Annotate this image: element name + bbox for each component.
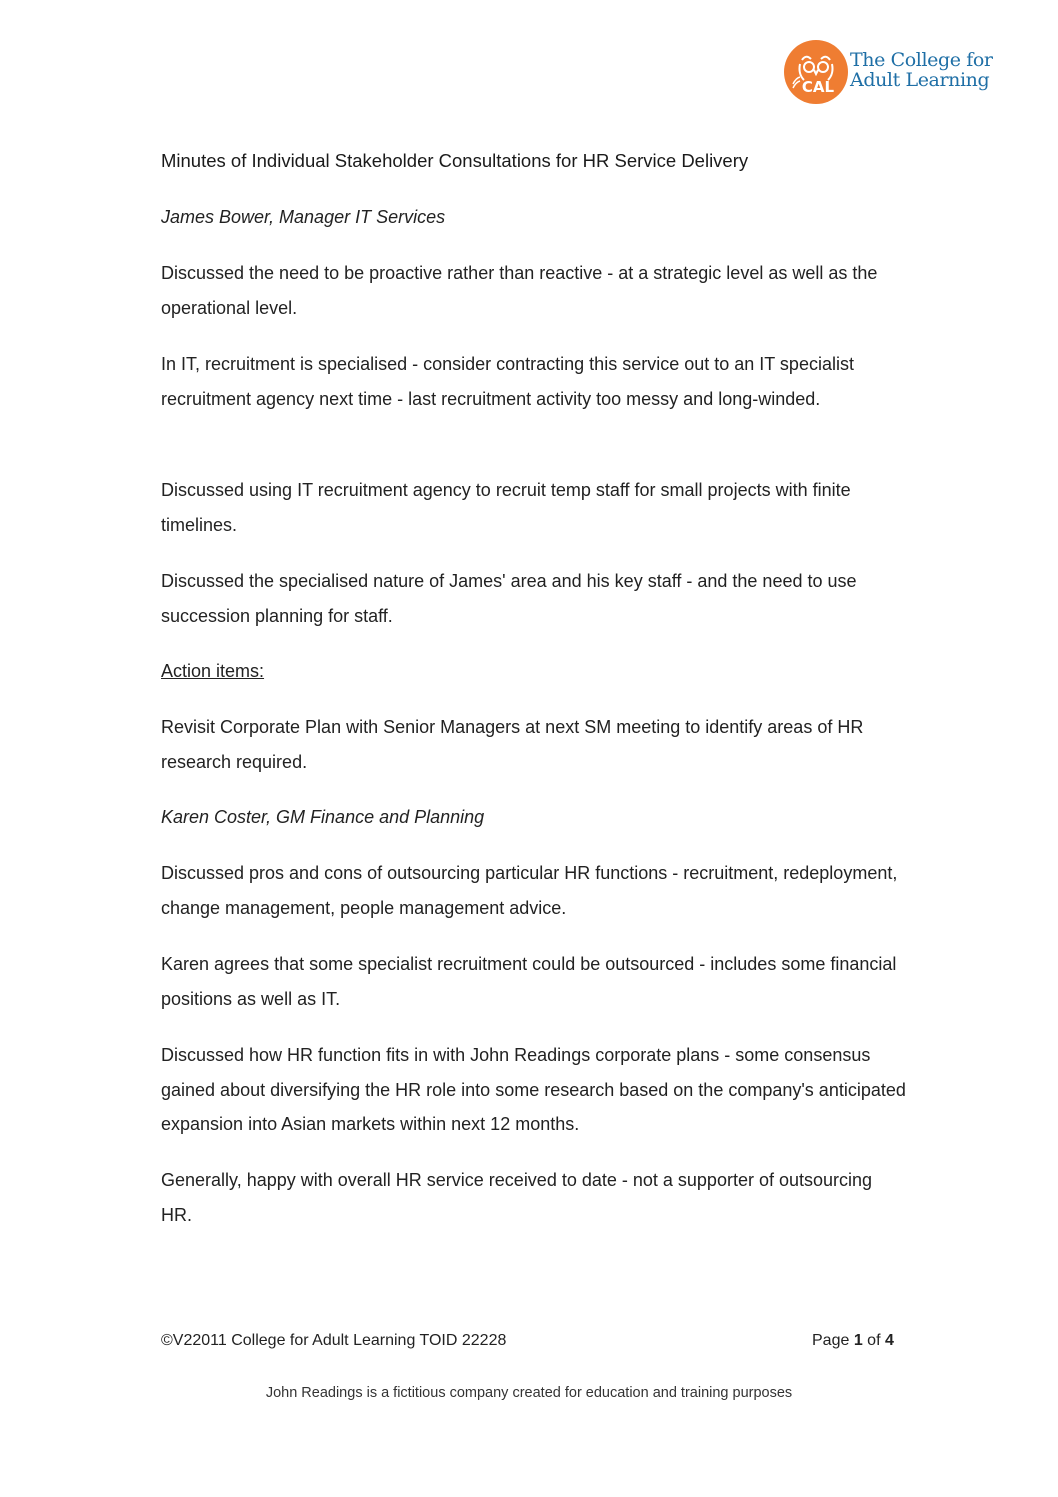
- footer-disclaimer: John Readings is a fictitious company created for education and training purposes: [265, 1385, 793, 1401]
- paragraph: Discussed the specialised nature of James' area and his key staff - and the need to use succession planning for staff.: [161, 571, 857, 626]
- owl-icon: [784, 40, 848, 104]
- page-total: 4: [884, 1332, 894, 1349]
- paragraph: In IT, recruitment is specialised - consider contracting this service out to an IT specialist recruitment agency next time - last recruitment activity too messy and long-winded.: [161, 354, 854, 409]
- paragraph: Karen agrees that some specialist recruitment could be outsourced - includes some financial positions as well as IT.: [161, 954, 897, 1009]
- logo-mark-text: CAL: [801, 78, 835, 96]
- stakeholder-heading: Karen Coster, GM Finance and Planning: [161, 807, 485, 827]
- page-number: [812, 1332, 894, 1350]
- paragraph: Generally, happy with overall HR service received to date - not a supporter of outsourcing HR.: [161, 1170, 873, 1225]
- action-item: Revisit Corporate Plan with Senior Managers at next SM meeting to identify areas of HR research required.: [161, 717, 864, 772]
- paragraph: Discussed pros and cons of outsourcing particular HR functions - recruitment, redeployment, change management, people management advice.: [161, 863, 898, 918]
- action-items-heading: Action items:: [161, 661, 265, 681]
- paragraph: Discussed using IT recruitment agency to recruit temp staff for small projects with finite timelines.: [161, 480, 851, 535]
- logo-name-line2: Adult Learning: [850, 69, 990, 91]
- page-current: 1: [853, 1332, 863, 1349]
- owl-logo-mark: [784, 40, 848, 104]
- college-logo: [784, 40, 999, 106]
- stakeholder-heading: James Bower, Manager IT Services: [161, 207, 446, 227]
- footer-copyright: ©V22011 College for Adult Learning TOID 22228: [161, 1332, 507, 1349]
- paragraph: Discussed the need to be proactive rather than reactive - at a strategic level as well as the operational level.: [161, 263, 878, 318]
- page-prefix: Page: [812, 1332, 854, 1349]
- page-of: of: [862, 1332, 885, 1349]
- logo-name-line1: The College for: [850, 49, 993, 71]
- paragraph: Discussed how HR function fits in with John Readings corporate plans - some consensus gained about diversifying the HR role into some research based on the company's anticipated expansion into Asian markets within next 12 months.: [161, 1045, 906, 1134]
- document-title: Minutes of Individual Stakeholder Consultations for HR Service Delivery: [161, 150, 749, 171]
- logo-wordmark: [850, 50, 993, 90]
